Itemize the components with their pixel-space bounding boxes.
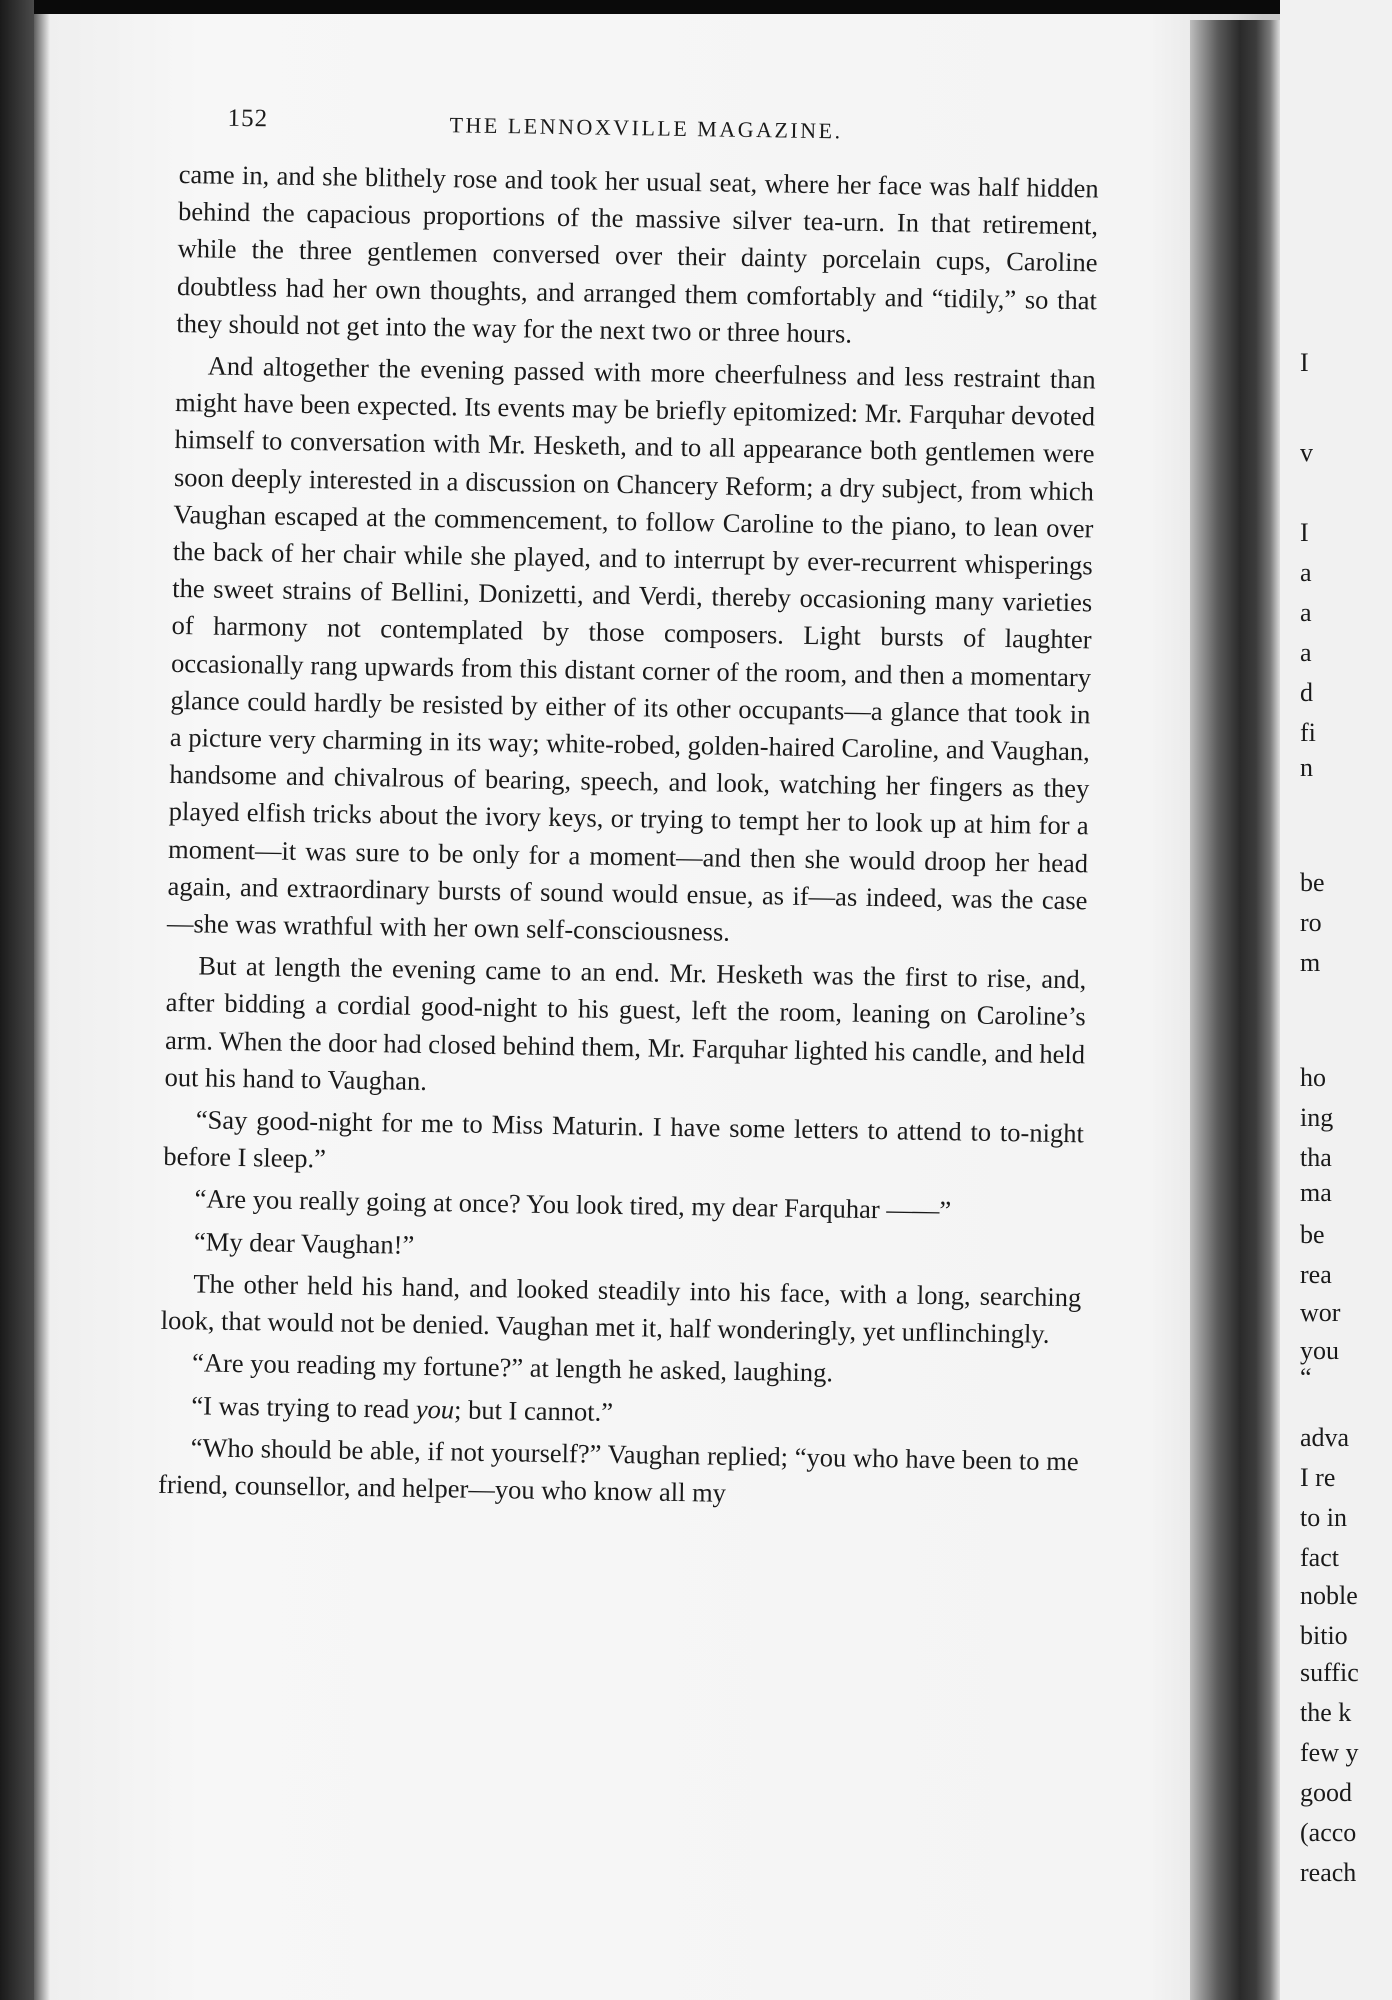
adjacent-page-fragment: noble [1300, 1581, 1358, 1610]
adjacent-page-fragment: ho [1300, 1063, 1326, 1092]
adjacent-page-fragment: a [1300, 598, 1312, 627]
page-number: 152 [227, 104, 269, 133]
italic-word: you [415, 1393, 455, 1424]
paragraph: came in, and she blithely rose and took her usual seat, where her face was half hidden behind the capacious proportions of the massive silver tea-urn. In that retirement, while the three gentlemen conversed over their dainty porcelain cups, Caroline doubtless had her own thoughts, and arranged them comfortably and “tidily,” so that they should not get into the way for the next two or three hours. [176, 158, 1099, 349]
paragraph-with-italic: “I was trying to read you; but I cannot.” [191, 1389, 614, 1427]
adjacent-page-fragment: rea [1300, 1260, 1332, 1289]
adjacent-page-fragment: to in [1300, 1503, 1347, 1532]
paragraph: But at length the evening came to an end. Mr. Hesketh was the first to rise, and, after bidding a cordial good-night to his guest, left the room, leaning on Caroline’s arm. When the door had closed behind them, Mr. Farquhar lighted his candle, and held out his hand to Vaughan. [164, 950, 1087, 1096]
adjacent-page-fragment: a [1300, 638, 1312, 667]
adjacent-page-fragment: v [1300, 438, 1313, 467]
paragraph: “Are you reading my fortune?” at length he asked, laughing. [191, 1347, 834, 1388]
book-page [158, 96, 1140, 1518]
adjacent-page-fragment: good [1300, 1778, 1352, 1807]
adjacent-page-fragment: ing [1300, 1103, 1334, 1132]
adjacent-page-fragment: be [1300, 1220, 1325, 1249]
adjacent-page-fragment: you [1300, 1336, 1339, 1365]
adjacent-page-fragment: bitio [1300, 1621, 1348, 1650]
adjacent-page-fragment: tha [1300, 1143, 1332, 1172]
adjacent-page-fragment: the k [1300, 1698, 1352, 1727]
paragraph: “Are you really going at once? You look tired, my dear Farquhar ——” [194, 1183, 952, 1226]
adjacent-page-fragment: wor [1300, 1298, 1341, 1327]
scan-top-edge [0, 0, 1392, 14]
adjacent-page-fragment: ma [1300, 1178, 1332, 1207]
adjacent-page-fragment: suffic [1300, 1658, 1359, 1687]
paragraph: “My dear Vaughan!” [193, 1226, 415, 1260]
adjacent-page-fragment: fi [1300, 718, 1316, 747]
running-title: THE LENNOXVILLE MAGAZINE. [449, 112, 843, 144]
adjacent-page-fragment: reach [1300, 1858, 1357, 1887]
paragraph: “Who should be able, if not yourself?” Vaughan replied; “you who have been to me friend, counsellor, and helper—you who know all my [157, 1432, 1079, 1508]
adjacent-page-fragment: fact [1300, 1543, 1339, 1572]
adjacent-page-fragment: n [1300, 753, 1313, 782]
paragraph: “Say good-night for me to Miss Maturin. I have some letters to attend to to-night before I sleep.” [163, 1104, 1085, 1174]
adjacent-page-fragment: I re [1300, 1463, 1336, 1492]
adjacent-page-fragment: be [1300, 868, 1325, 897]
paragraph: The other held his hand, and looked steadily into his face, with a long, searching look, that would not be denied. Vaughan met it, half wonderingly, yet unflinchingly. [160, 1268, 1082, 1349]
paragraph: And altogether the evening passed with more cheerfulness and less restraint than might have been expected. Its events may be briefly epitomized: Mr. Farquhar devoted himself to conversation with Mr. Hesketh, and to all appearance both gentlemen were soon deeply interested in a discussion on Chancery Reform; a dry subject, from which Vaughan escaped at the commencement, to follow Caroline to the piano, to lean over the back of her chair while she played, and to interrupt by ever-recurrent whisperings the sweet strains of Bellini, Donizetti, and Verdi, thereby occasioning many varieties of harmony not contemplated by those composers. Light bursts of laughter occasionally rang upwards from this distant corner of the room, and then a momentary glance could hardly be resisted by either of its other occupants—a glance that took in a picture very charming in its way; white-robed, golden-haired Caroline, and Vaughan, handsome and chivalrous of bearing, speech, and look, watching her fingers as they played elfish tricks about the ivory keys, or trying to tempt her to look up at him for a moment—it was sure to be only for a moment—and then she would droop her head again, and extraordinary bursts of sound would ensue, as if—as indeed, was the case—she was wrathful with her own self-consciousness. [166, 350, 1096, 947]
adjacent-page-fragment: adva [1300, 1423, 1350, 1452]
adjacent-page-fragment: I [1300, 348, 1309, 377]
book-gutter [1190, 20, 1280, 2000]
adjacent-page-fragment: (acco [1300, 1818, 1357, 1847]
adjacent-page-fragment: I [1300, 518, 1309, 547]
adjacent-page-fragment: “ [1300, 1363, 1312, 1392]
adjacent-page-fragment: few y [1300, 1738, 1359, 1767]
adjacent-page-fragment: a [1300, 558, 1312, 587]
adjacent-page-fragment: m [1300, 948, 1321, 977]
adjacent-page-edge [1280, 0, 1392, 2000]
scan-left-edge [0, 0, 34, 2000]
body-text [158, 156, 1099, 1517]
adjacent-page-fragment: d [1300, 678, 1313, 707]
adjacent-page-fragment: ro [1300, 908, 1322, 937]
